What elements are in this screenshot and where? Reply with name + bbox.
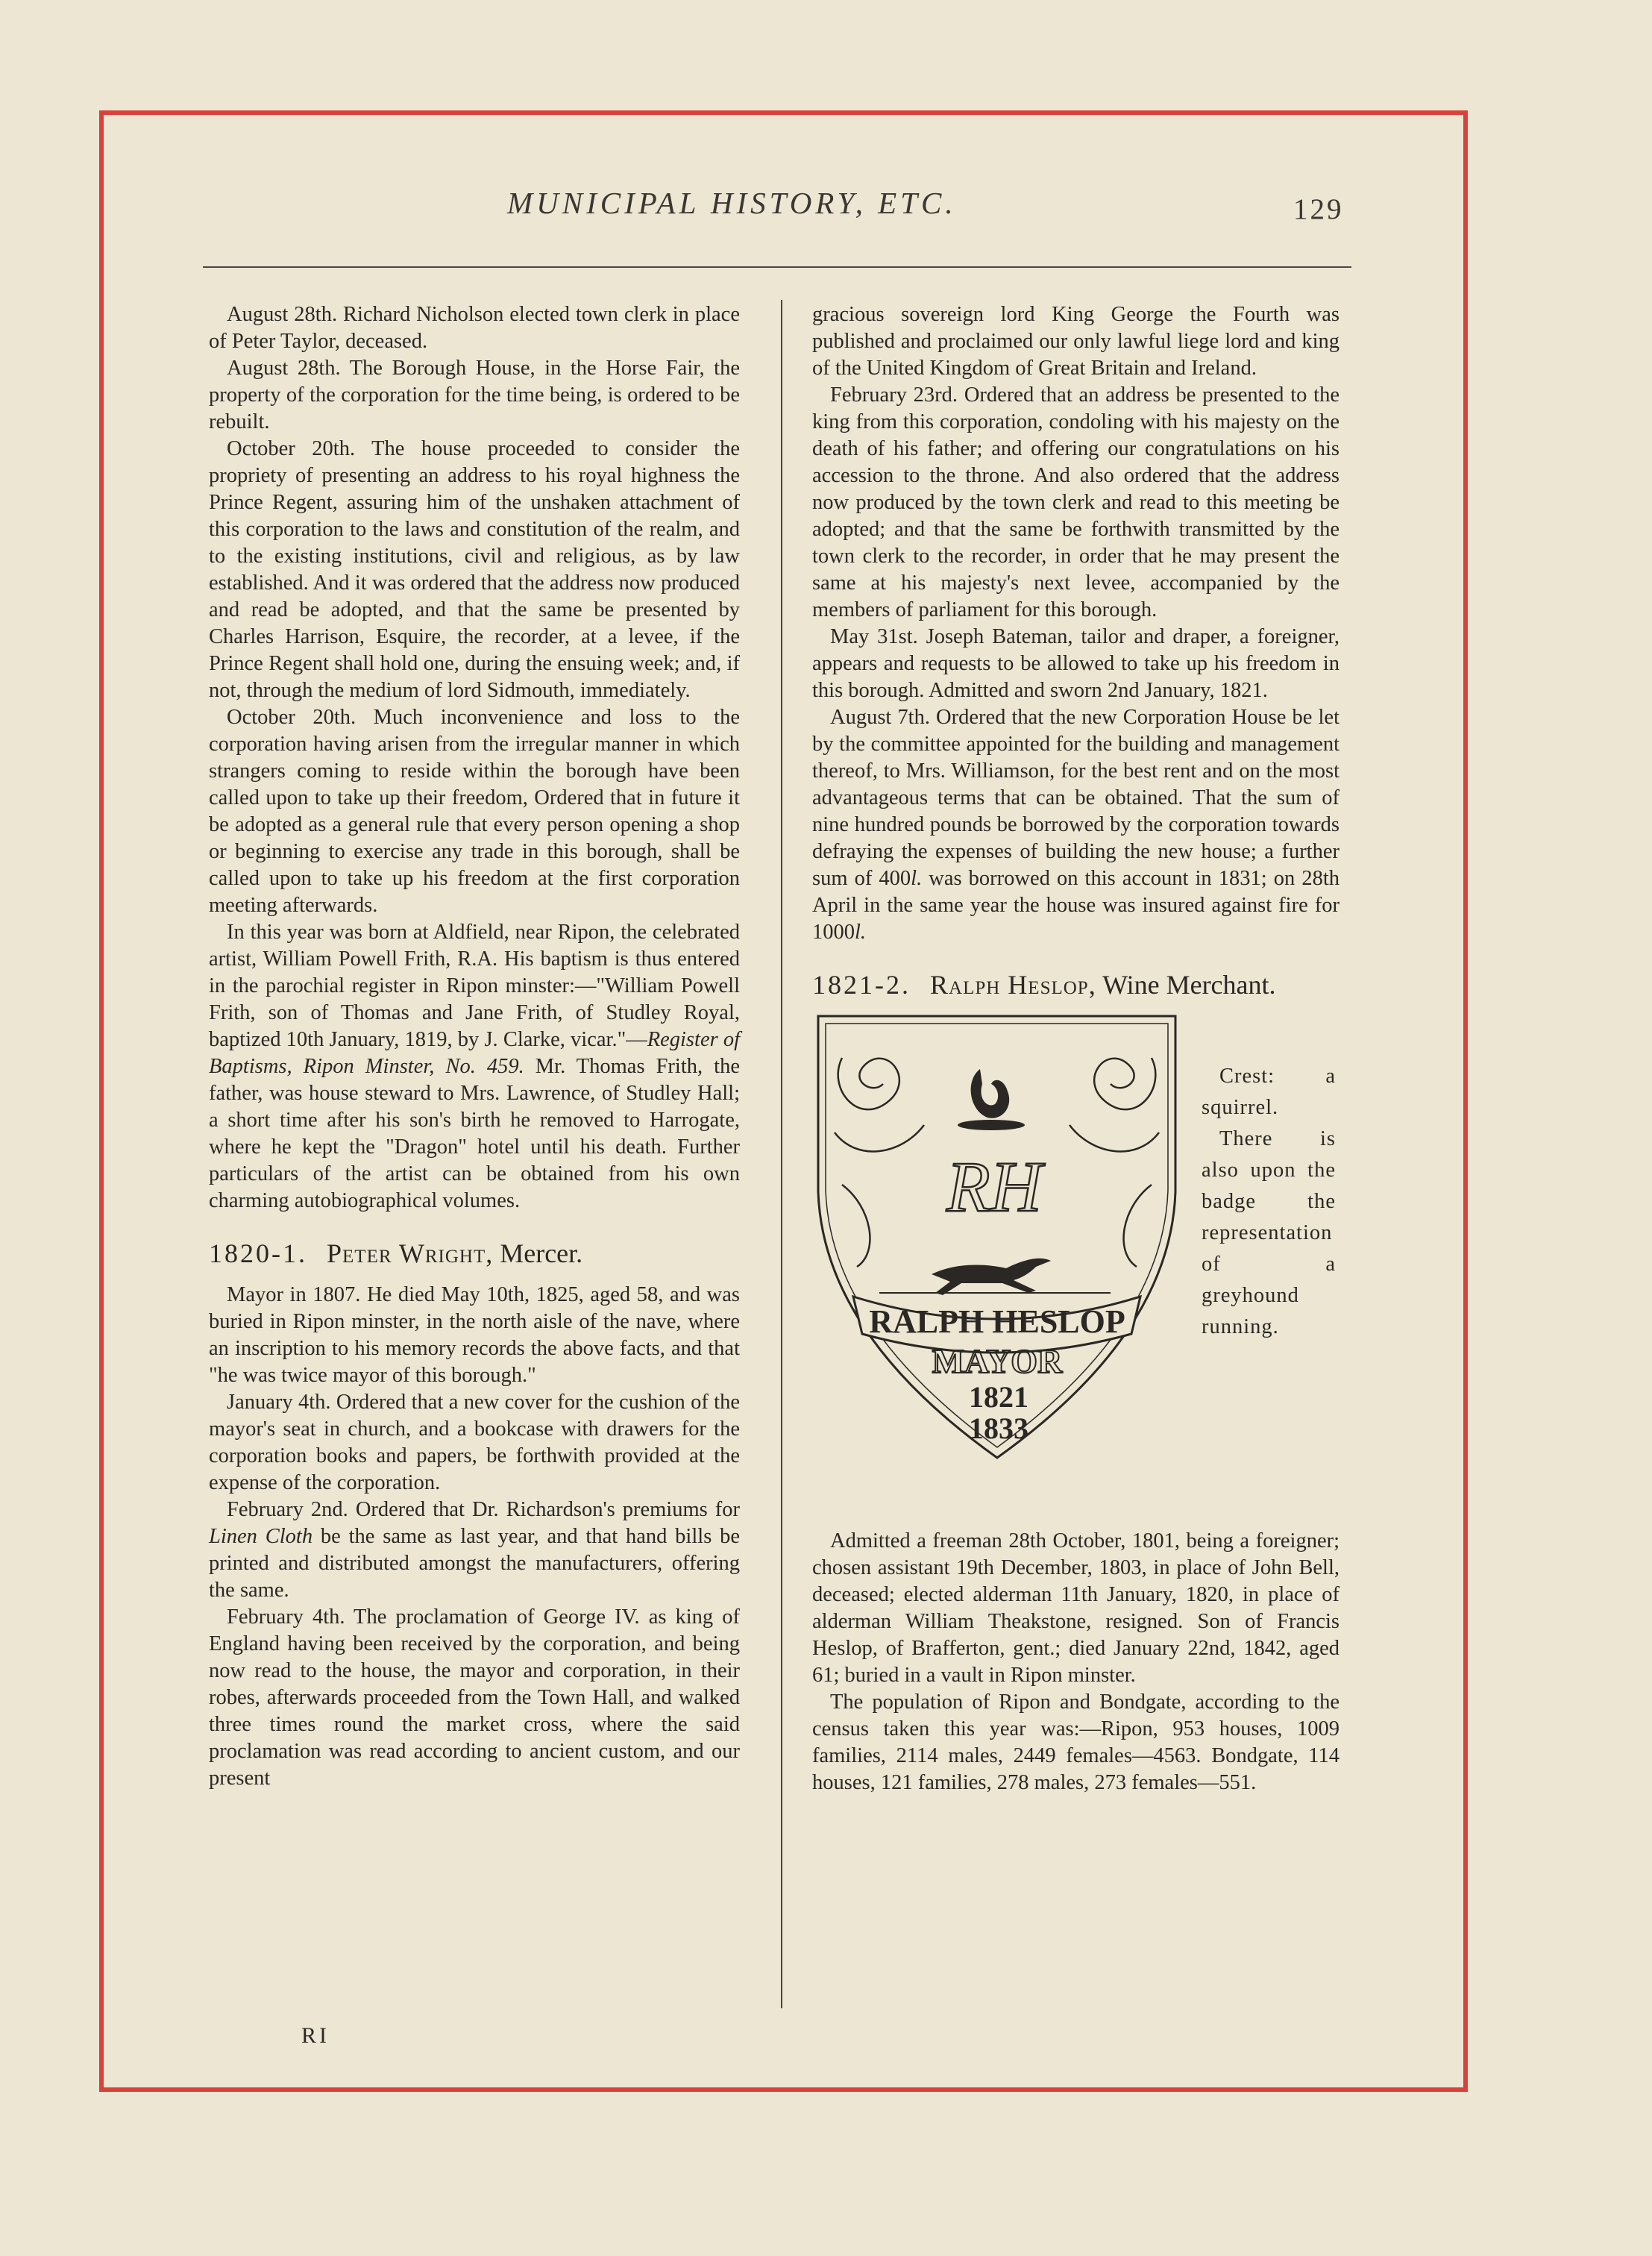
paragraph: February 4th. The proclamation of George IV. as king of England having been received by the corporation, and being now read to the house, the mayor and corporation, in their robes, afterwards proceeded from the Town Hall, and walked three times round the market cross, where the said proclamation was read according to ancient custom, and our present <box>209 1605 740 1790</box>
section-years: 1821-2. <box>812 970 911 1000</box>
paragraph: January 4th. Ordered that a new cover for the cushion of the mayor's seat in church, and a bookcase with drawers for the corporation books and papers, be forthwith provided at the expense of the corporation. <box>209 1391 740 1494</box>
section-heading-1821 <box>812 971 1339 998</box>
crest-description: Crest: a squirrel. There is also upon the badge the representation of a greyhound running. <box>1202 1065 1336 1338</box>
mayor-name: Peter Wright, <box>327 1238 494 1268</box>
greyhound-icon <box>879 1259 1111 1295</box>
mayor-trade: Wine Merchant. <box>1102 970 1276 1000</box>
paragraph: August 7th. Ordered that the new Corporation House be let by the committee appointed for the building and management thereof, to Mrs. Williamson, for the best rent and on the most advantageous terms that can be obtained. That the sum of nine hundred pounds be borrowed by the corporation towards defraying the expenses of building the new house; a further sum of 400l. was borrowed on this account in 1831; on 28th April in the same year the house was insured against fire for 1000l. <box>812 706 1339 944</box>
paragraph: February 2nd. Ordered that Dr. Richardson's premiums for Linen Cloth be the same as last year, and that hand bills be printed and distributed amongst the manufacturers, offering the same. <box>209 1498 741 1602</box>
rh-monogram: RH <box>946 1147 1042 1226</box>
section-heading-1820 <box>209 1240 740 1267</box>
header-rule <box>203 266 1351 268</box>
frith-paragraph: In this year was born at Aldfield, near Ripon, the celebrated artist, William Powell Frith, R.A. His baptism is thus entered in the parochial register in Ripon minster:—"William Powell Frith, son of Thomas and Jane Frith, of Studley Royal, baptized 10th January, 1819, by J. Clarke, vicar."—Register of Baptisms, Ripon Minster, No. 459. Mr. Thomas Frith, the father, was house steward to Mrs. Lawrence, of Studley Hall; a short time after his son's birth he removed to Harrogate, where he kept the "Dragon" hotel until his death. Further particulars of the artist can be obtained from his own charming autobiographical volumes. <box>209 921 740 1212</box>
badge-name: RALPH HESLOP <box>869 1303 1125 1340</box>
paragraph: The population of Ripon and Bondgate, according to the census taken this year was:—Ripon, 953 houses, 1009 families, 2114 males, 2449 females—4563. Bondgate, 114 houses, 121 families, 278 males, 273 females—551. <box>812 1691 1339 1794</box>
paragraph: February 23rd. Ordered that an address be presented to the king from this corporation, condoling with his majesty on the death of his father; and offering our congratulations on his accession to the throne. And also ordered that the address now produced by the town clerk and read to this meeting be adopted; and that the same be forthwith transmitted by the town clerk to the recorder, in order that he may present the same at his majesty's next levee, accompanied by the members of parliament for this borough. <box>812 383 1339 621</box>
badge-year-2: 1833 <box>969 1411 1028 1445</box>
scroll-ornament-left <box>835 1058 924 1267</box>
badge-year-1: 1821 <box>969 1380 1028 1414</box>
paragraph-continued: gracious sovereign lord King George the Fourth was published and proclaimed our only lawful liege lord and king of the United Kingdom of Great Britain and Ireland. <box>812 303 1339 380</box>
left-column <box>209 301 740 1792</box>
paragraph: August 28th. The Borough House, in the Horse Fair, the property of the corporation for the time being, is ordered to be rebuilt. <box>209 357 740 433</box>
register-citation: Register of Baptisms, Ripon Minster, No. 459. <box>209 1028 740 1078</box>
squirrel-icon <box>958 1069 1025 1130</box>
right-column <box>812 301 1339 1796</box>
paragraph: October 20th. The house proceeded to consider the propriety of presenting an address to his royal highness the Prince Regent, assuring him of the unshaken attachment of this corporation to the laws and constitution of the realm, and to the existing institutions, civil and religious, as by law established. And it was ordered that the address now produced and read be adopted, and that the same be presented by Charles Harrison, Esquire, the recorder, at a levee, if the Prince Regent shall hold one, during the ensuing week; and, if not, through the medium of lord Sidmouth, immediately. <box>209 437 740 702</box>
paragraph: Mayor in 1807. He died May 10th, 1825, aged 58, and was buried in Ripon minster, in the north aisle of the nave, where an inscription to his memory records the above facts, and that "he was twice mayor of this borough." <box>209 1283 740 1387</box>
paragraph: May 31st. Joseph Bateman, tailor and draper, a foreigner, appears and requests to be allowed to take up his freedom in this borough. Admitted and sworn 2nd January, 1821. <box>812 625 1339 702</box>
crest-block <box>812 1013 1339 1528</box>
paragraph: October 20th. Much inconvenience and loss to the corporation having arisen from the irregular manner in which strangers coming to reside within the borough have been called upon to take up their freedom, Ordered that in future it be adopted as a general rule that every person opening a shop or beginning to exercise any trade in this borough, shall be called upon to take up his freedom at the first corporation meeting afterwards. <box>209 706 740 917</box>
linen-cloth-emphasis: Linen Cloth <box>209 1525 313 1548</box>
scroll-ornament-right <box>1070 1058 1159 1267</box>
mayor-name: Ralph Heslop, <box>930 970 1096 1000</box>
badge-title: MAYOR <box>932 1342 1063 1380</box>
running-title: MUNICIPAL HISTORY, ETC. <box>507 186 957 220</box>
mayor-trade: Mercer. <box>500 1238 583 1268</box>
heslop-badge-illustration <box>812 1013 1181 1461</box>
paragraph: Admitted a freeman 28th October, 1801, being a foreigner; chosen assistant 19th December, 1803, in place of John Bell, deceased; elected alderman 11th January, 1820, in place of alderman William Theakstone, resigned. Son of Francis Heslop, of Brafferton, gent.; died January 22nd, 1842, aged 61; buried in a vault in Ripon minster. <box>812 1529 1339 1687</box>
section-years: 1820-1. <box>209 1238 307 1268</box>
page-number: 129 <box>1293 193 1344 225</box>
paragraph: August 28th. Richard Nicholson elected town clerk in place of Peter Taylor, deceased. <box>209 303 740 353</box>
printer-signature-mark: RI <box>301 2023 330 2048</box>
column-divider <box>781 300 782 2008</box>
